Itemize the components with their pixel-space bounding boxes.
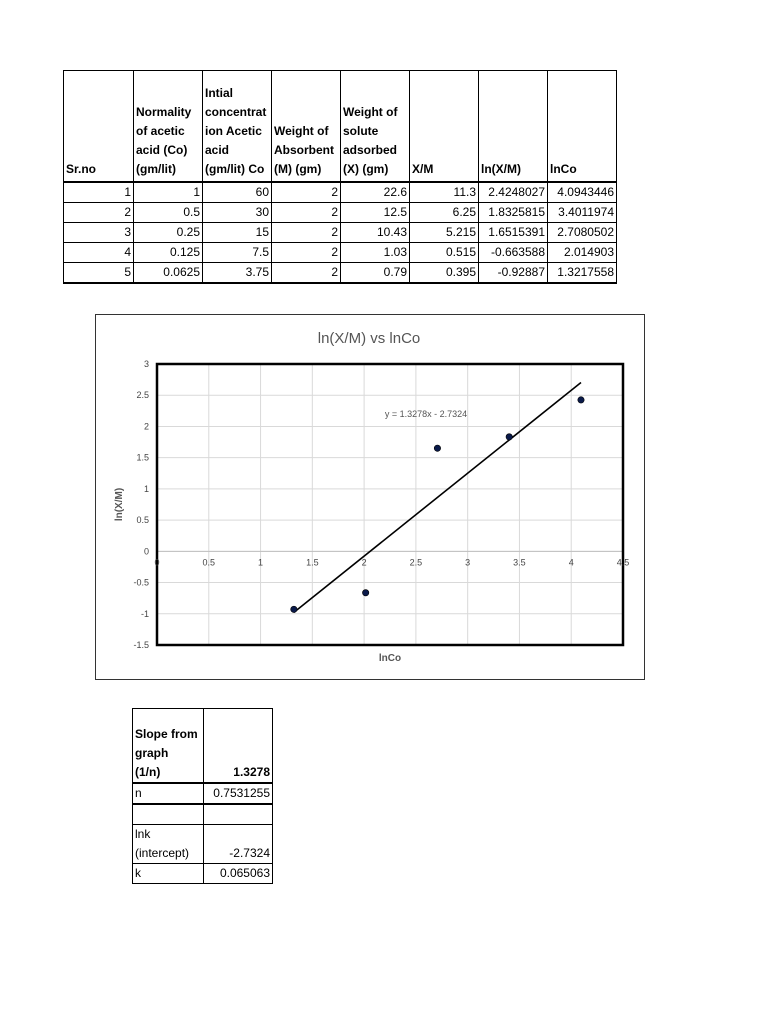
lnk-value: -2.7324	[204, 825, 273, 864]
table-cell: 0.125	[134, 243, 203, 263]
table-cell: 15	[203, 223, 272, 243]
table-cell: 0.79	[341, 263, 410, 284]
table-cell: 10.43	[341, 223, 410, 243]
table-cell: 0.25	[134, 223, 203, 243]
data-point	[434, 445, 440, 451]
summary-row-slope	[133, 709, 273, 784]
table-cell: 3.75	[203, 263, 272, 284]
table-row	[64, 243, 617, 263]
x-axis-title: lnCo	[378, 653, 402, 664]
x-tick-label: 3.5	[513, 557, 526, 568]
plot-border	[157, 364, 623, 645]
y-tick-label: -1.5	[133, 640, 149, 650]
table-row	[64, 223, 617, 243]
table-row	[64, 203, 617, 223]
x-tick-label: 4.5	[616, 557, 630, 568]
y-tick-label: 2	[143, 421, 149, 432]
table-cell: 2	[272, 243, 341, 263]
chart-area	[95, 314, 645, 680]
header-x-over-m: X/M	[410, 71, 479, 183]
table-cell: 0.515	[410, 243, 479, 263]
table-cell: -0.663588	[479, 243, 548, 263]
k-value: 0.065063	[204, 864, 273, 884]
table-cell: 1.6515391	[479, 223, 548, 243]
k-label: k	[133, 864, 204, 884]
table-cell: 6.25	[410, 203, 479, 223]
header-lnco: lnCo	[548, 71, 617, 183]
table-cell: 2.7080502	[548, 223, 617, 243]
table-header-row	[64, 71, 617, 183]
x-tick-label: 0	[154, 557, 160, 568]
x-tick-label: 1.5	[306, 557, 319, 568]
table-cell: 3	[64, 223, 134, 243]
table-cell: 2	[272, 223, 341, 243]
table-row	[64, 263, 617, 284]
header-initial-concentration: Intial concentrat ion Acetic acid (gm/lit) Co	[203, 71, 272, 183]
slope-label: Slope from graph (1/n)	[133, 709, 204, 784]
grid-layer	[157, 364, 623, 645]
table-cell: 1.3217558	[548, 263, 617, 284]
n-label: n	[133, 783, 204, 804]
table-cell: 2	[272, 263, 341, 284]
table-cell: 4.0943446	[548, 182, 617, 203]
y-tick-label: 1	[143, 483, 149, 494]
summary-spacer-row	[133, 804, 273, 825]
lnk-label: lnk (intercept)	[133, 825, 204, 864]
table-cell: 1	[64, 182, 134, 203]
table-cell: 4	[64, 243, 134, 263]
trendline-equation: y = 1.3278x - 2.7324	[384, 409, 468, 420]
scatter-chart	[96, 315, 644, 679]
x-tick-label: 2	[361, 557, 367, 568]
table-cell: 12.5	[341, 203, 410, 223]
n-value: 0.7531255	[204, 783, 273, 804]
x-tick-label: 0.5	[202, 557, 216, 568]
y-tick-label: 3	[143, 359, 149, 369]
y-tick-label: 1.5	[136, 452, 149, 463]
table-cell: 2	[64, 203, 134, 223]
table-cell: 2	[272, 182, 341, 203]
header-weight-solute: Weight of solute adsorbed (X) (gm)	[341, 71, 410, 183]
table-cell: -0.92887	[479, 263, 548, 284]
y-tick-label: 2.5	[136, 390, 149, 401]
chart-title: ln(X/M) vs lnCo	[317, 330, 421, 347]
table-cell: 22.6	[341, 182, 410, 203]
table-cell: 11.3	[410, 182, 479, 203]
table-cell: 7.5	[203, 243, 272, 263]
y-axis-title: ln(X/M)	[114, 487, 125, 522]
table-cell: 60	[203, 182, 272, 203]
table-cell: 30	[203, 203, 272, 223]
table-cell: 2.014903	[548, 243, 617, 263]
x-tick-label: 3	[465, 557, 471, 568]
table-cell: 5.215	[410, 223, 479, 243]
data-point	[506, 434, 512, 440]
summary-row-lnk	[133, 825, 273, 864]
y-tick-label: 0.5	[136, 515, 149, 526]
table-row	[64, 182, 617, 203]
header-normality: Normality of acetic acid (Co) (gm/lit)	[134, 71, 203, 183]
y-tick-label: -1	[140, 608, 149, 619]
table-cell: 0.0625	[134, 263, 203, 284]
data-point	[578, 397, 584, 403]
summary-row-k	[133, 864, 273, 884]
table-cell: 1.8325815	[479, 203, 548, 223]
table-cell: 0.5	[134, 203, 203, 223]
summary-row-n	[133, 783, 273, 804]
table-cell: 2.4248027	[479, 182, 548, 203]
table-cell: 1.03	[341, 243, 410, 263]
summary-table	[132, 708, 273, 884]
header-ln-x-over-m: ln(X/M)	[479, 71, 548, 183]
table-cell: 0.395	[410, 263, 479, 284]
slope-value: 1.3278	[204, 709, 273, 784]
x-tick-label: 2.5	[409, 557, 423, 568]
table-cell: 1	[134, 182, 203, 203]
header-sr-no: Sr.no	[64, 71, 134, 183]
x-tick-label: 1	[258, 557, 264, 568]
data-table	[63, 70, 617, 284]
y-tick-label: -0.5	[133, 577, 149, 588]
y-tick-label: 0	[143, 546, 149, 557]
x-tick-label: 4	[568, 557, 574, 568]
table-cell: 2	[272, 203, 341, 223]
data-point	[291, 606, 297, 612]
table-cell: 3.4011974	[548, 203, 617, 223]
header-weight-absorbent: Weight of Absorbent (M) (gm)	[272, 71, 341, 183]
table-cell: 5	[64, 263, 134, 284]
data-point	[362, 590, 368, 596]
